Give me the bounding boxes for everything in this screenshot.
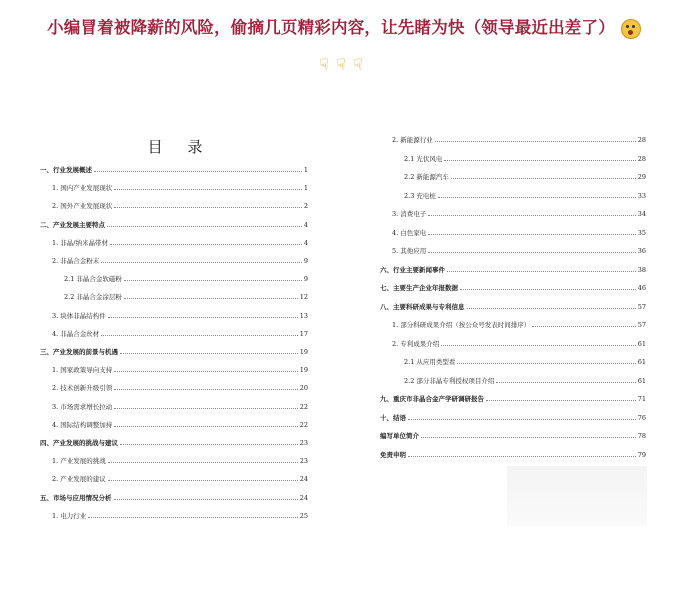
toc-entry-leader (496, 381, 635, 383)
toc-entry (392, 227, 646, 237)
toc-entry-label: 九、重庆市非晶合金产学研调研报告 (380, 395, 484, 403)
toc-entry-page: 57 (637, 321, 646, 329)
toc-entry-page: 78 (637, 432, 646, 440)
toc-entry-leader (108, 461, 298, 463)
toc-entry-page: 23 (299, 439, 308, 447)
toc-entry-page: 36 (637, 247, 646, 255)
toc-entry-page: 28 (637, 136, 646, 144)
toc-entry-leader (428, 214, 635, 216)
toc-entry-label: 一、行业发展概述 (40, 166, 92, 174)
toc-entry-leader (108, 479, 298, 481)
pointing-down-hand-icon: ☟ (353, 55, 363, 74)
toc-entry-label: 2.1 光伏风电 (404, 154, 443, 163)
toc-entry-page: 19 (299, 366, 308, 375)
toc-entry (40, 346, 308, 356)
toc-entry (40, 492, 308, 502)
toc-entry-page: 1 (303, 166, 308, 174)
toc-entry (380, 301, 646, 311)
toc-entry-page: 24 (299, 475, 308, 484)
toc-entry-label: 3. 市场需求增长拉动 (52, 402, 113, 411)
toc-entry-page: 4 (303, 220, 308, 229)
toc-entry-page: 79 (637, 450, 646, 459)
toc-entry (52, 182, 308, 192)
toc-entry-page: 22 (299, 402, 308, 411)
toc-entry (64, 291, 308, 301)
toc-entry-label: 1. 产业发展的挑战 (52, 457, 106, 466)
toc-entry-label: 3. 块体非晶结构件 (52, 311, 106, 320)
toc-entry-label: 1. 电力行业 (52, 511, 87, 520)
toc-entry-leader (114, 407, 297, 409)
toc-entry (392, 134, 646, 144)
toc-entry-page: 57 (637, 302, 646, 311)
toc-entry-page: 76 (637, 413, 646, 422)
toc-entry-page: 33 (637, 191, 646, 200)
toc-entry (380, 412, 646, 422)
toc-entry-page: 2 (303, 202, 308, 211)
toc-entry (52, 255, 308, 265)
toc-entry (40, 164, 308, 174)
toc-entry-leader (114, 425, 297, 427)
toc-entry (52, 310, 308, 320)
toc-entry (380, 264, 646, 274)
toc-entry-label: 五、市场与应用情况分析 (40, 493, 112, 502)
toc-entry-label: 六、行业主要新闻事件 (380, 265, 445, 274)
toc-entry-page: 38 (637, 265, 646, 274)
toc-entry (404, 190, 646, 200)
toc-entry-page: 20 (299, 384, 308, 393)
toc-entry-leader (110, 243, 302, 245)
promo-banner (0, 14, 688, 39)
toc-entry-leader (428, 233, 635, 235)
toc-entry-leader (101, 261, 302, 263)
toc-entry (52, 364, 308, 374)
toc-entry-leader (435, 140, 636, 142)
toc-entry-page: 9 (303, 257, 308, 265)
toc-entry-label: 二、产业发展主要特点 (40, 220, 105, 229)
toc-entry (392, 338, 646, 348)
toc-entry-label: 十、结语 (380, 413, 406, 422)
toc-entry-page: 12 (299, 293, 308, 302)
toc-entry-label: 四、产业发展的挑战与建议 (40, 439, 118, 447)
toc-entry-label: 4. 非晶合金丝材 (52, 329, 100, 338)
toc-entry-page: 28 (637, 154, 646, 163)
toc-entry-leader (451, 177, 636, 179)
toc-entry-page: 25 (299, 511, 308, 520)
toc-entry-page: 1 (303, 184, 308, 193)
toc-entry-label: 2.1 从应用类型看 (404, 358, 456, 366)
toc-entry (380, 449, 646, 459)
toc-entry (52, 237, 308, 247)
toc-entry (64, 273, 308, 283)
toc-entry (52, 455, 308, 465)
toc-entry-leader (438, 196, 636, 198)
toc-entry-leader (486, 399, 636, 401)
toc-entry (404, 153, 646, 163)
toc-entry (392, 208, 646, 218)
pointing-hands (316, 56, 366, 74)
toc-entry (52, 200, 308, 210)
toc-entry (404, 356, 646, 366)
toc-entry-label: 3. 消费电子 (392, 210, 427, 218)
toc-entry-label: 七、主要生产企业年报数据 (380, 284, 458, 292)
toc-entry-label: 1. 国家政策导向支持 (52, 366, 113, 375)
toc-entry-label: 2.1 非晶合金软磁粉 (64, 275, 122, 284)
toc-entry-leader (444, 159, 635, 161)
toc-entry-label: 2.3 充电桩 (404, 191, 436, 200)
banner-text: 小编冒着被降薪的风险，偷摘几页精彩内容，让先睹为快（领导最近出差了） (47, 18, 615, 37)
toc-entry-leader (408, 418, 636, 420)
toc-entry-label: 2. 产业发展的建议 (52, 475, 106, 484)
toc-entry (52, 473, 308, 483)
toc-entry-page: 34 (637, 210, 646, 218)
toc-entry (380, 430, 646, 440)
toc-entry-label: 编写单位简介 (380, 432, 419, 440)
pointing-down-hand-icon: ☟ (336, 55, 346, 74)
pointing-down-hand-icon: ☟ (319, 55, 329, 74)
toc-entry-page: 61 (637, 376, 646, 385)
toc-entry (52, 382, 308, 392)
toc-title: 目 录 (147, 138, 213, 156)
toc-entry-label: 免责申明 (380, 450, 406, 459)
toc-entry (52, 401, 308, 411)
toc-entry-leader (88, 516, 297, 518)
toc-entry-page: 17 (299, 329, 308, 338)
toc-entry-leader (124, 279, 302, 281)
toc-entry-leader (457, 362, 635, 364)
toc-entry-leader (120, 352, 298, 354)
toc-entry-label: 三、产业发展的前景与机遇 (40, 348, 118, 356)
toc-entry-leader (428, 251, 635, 253)
toc-entry (392, 319, 646, 329)
toc-entry-leader (441, 344, 635, 346)
toc-entry-leader (107, 225, 302, 227)
toc-entry-page: 46 (637, 284, 646, 292)
toc-entry-page: 4 (303, 238, 308, 247)
toc-entry-leader (447, 270, 636, 272)
toc-entry-leader (421, 436, 636, 438)
toc-entry-leader (108, 316, 298, 318)
toc-entry-label: 2.2 新能源汽车 (404, 173, 449, 181)
toc-entry-page: 61 (637, 358, 646, 366)
toc-entry (380, 393, 646, 403)
toc-entry-label: 2. 新能源行业 (392, 136, 433, 144)
shy-face-emoji-icon (621, 19, 641, 39)
toc-entry-label: 4. 国际结构调整加持 (52, 420, 113, 429)
toc-entry-page: 29 (637, 173, 646, 181)
toc-entry-leader (114, 388, 297, 390)
toc-entry-page: 9 (303, 275, 308, 284)
toc-entry (40, 437, 308, 447)
toc-entry-leader (532, 325, 635, 327)
toc-entry-leader (94, 170, 302, 172)
toc-entry (52, 328, 308, 338)
toc-entry-label: 2. 非晶合金粉末 (52, 257, 100, 265)
toc-entry (404, 375, 646, 385)
toc-entry-page: 13 (299, 311, 308, 320)
toc-entry-leader (408, 455, 636, 457)
toc-entry-label: 八、主要科研成果与专利信息 (380, 302, 465, 311)
toc-entry-page: 24 (299, 493, 308, 502)
toc-entry (392, 245, 646, 255)
toc-entry-label: 5. 其他应用 (392, 247, 427, 255)
toc-entry (404, 171, 646, 181)
toc-entry-label: 2. 技术创新升级引领 (52, 384, 113, 393)
toc-entry-label: 1. 部分科研成果介绍（按公众号发表时间排序） (392, 321, 531, 329)
toc-entry-leader (114, 498, 298, 500)
toc-entry-leader (101, 334, 297, 336)
blurred-watermark (507, 466, 647, 526)
toc-entry-label: 1. 国内产业发展现状 (52, 184, 113, 193)
toc-entry-leader (467, 307, 636, 309)
toc-entry (40, 219, 308, 229)
toc-entry (52, 510, 308, 520)
toc-entry-leader (120, 443, 298, 445)
toc-entry-leader (114, 206, 302, 208)
toc-entry-label: 4. 白色家电 (392, 228, 427, 237)
toc-entry (52, 419, 308, 429)
toc-entry-page: 22 (299, 420, 308, 429)
toc-entry-label: 1. 非晶/纳米晶带材 (52, 238, 108, 247)
toc-entry-leader (114, 188, 302, 190)
toc-entry-label: 2. 专利成果介绍 (392, 339, 440, 348)
toc-entry-leader (114, 370, 297, 372)
toc-entry (380, 282, 646, 292)
toc-entry-label: 2. 国外产业发展现状 (52, 202, 113, 211)
toc-entry-page: 23 (299, 457, 308, 466)
toc-entry-label: 2.2 部分非晶专利授权项目介绍 (404, 376, 495, 385)
toc-entry-leader (460, 288, 636, 290)
toc-entry-page: 61 (637, 339, 646, 348)
toc-entry-page: 35 (637, 228, 646, 237)
toc-entry-label: 2.2 非晶合金涂层粉 (64, 293, 122, 302)
toc-entry-page: 19 (299, 348, 308, 356)
toc-entry-leader (124, 297, 298, 299)
toc-entry-page: 71 (637, 395, 646, 403)
